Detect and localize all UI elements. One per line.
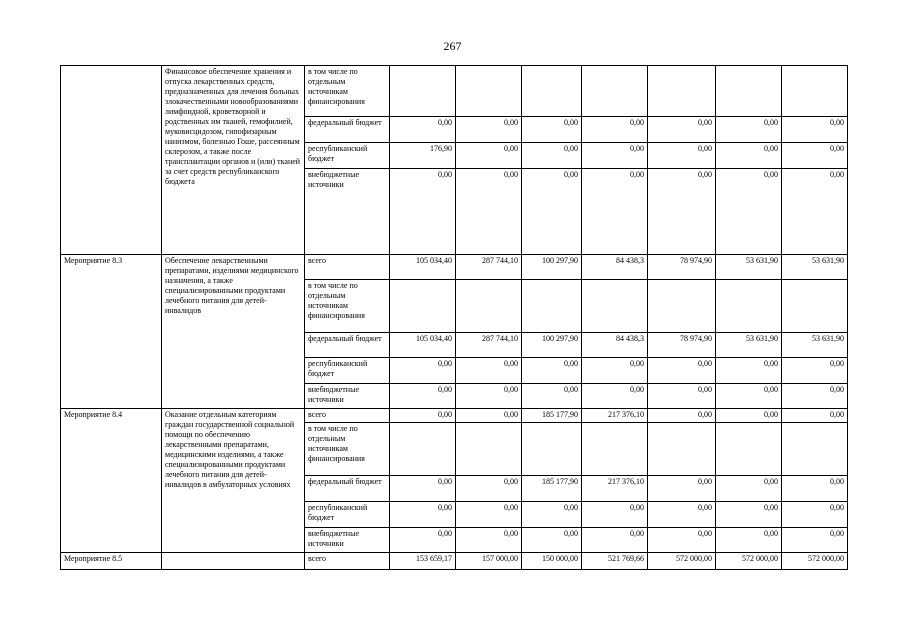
value-cell: 0,00 <box>782 502 848 528</box>
value-cell: 0,00 <box>522 169 582 255</box>
description-cell: Обеспечение лекарственными препаратами, изделиями медицинского назначения, а также специализированными продуктами лечебного питания для детей-инвалидов <box>162 255 305 409</box>
value-cell: 0,00 <box>456 358 522 384</box>
table-row <box>61 66 848 117</box>
value-cell: 0,00 <box>782 384 848 409</box>
value-cell: 0,00 <box>456 117 522 143</box>
funding-source-cell: всего <box>305 409 390 423</box>
value-cell: 0,00 <box>522 384 582 409</box>
value-cell <box>582 280 648 333</box>
value-cell: 0,00 <box>716 476 782 502</box>
value-cell: 0,00 <box>648 476 716 502</box>
funding-source-cell: в том числе по отдельным источникам финансирования <box>305 66 390 117</box>
value-cell: 0,00 <box>648 409 716 423</box>
value-cell <box>456 280 522 333</box>
table-row <box>61 553 848 570</box>
table-row <box>61 409 848 423</box>
funding-source-cell: республиканский бюджет <box>305 502 390 528</box>
value-cell <box>522 423 582 476</box>
description-cell: Финансовое обеспечение хранения и отпуска лекарственных средств, предназначенных для лечения больных злокачественными новообразованиями лимфоидной, кроветворной и родственных им тканей, гемофилией, муковисцидозом, гипофизарным нанизмом, болезнью Гоше, рассеянным склерозом, а также после трансплантации органов и (или) тканей за счет средств республиканского бюджета <box>162 66 305 255</box>
value-cell: 53 631,90 <box>782 255 848 280</box>
value-cell: 0,00 <box>648 384 716 409</box>
value-cell: 287 744,10 <box>456 255 522 280</box>
value-cell: 0,00 <box>456 528 522 553</box>
value-cell: 0,00 <box>522 528 582 553</box>
value-cell <box>582 423 648 476</box>
value-cell: 0,00 <box>390 169 456 255</box>
value-cell <box>648 66 716 117</box>
table-row <box>61 255 848 280</box>
value-cell: 53 631,90 <box>716 333 782 358</box>
value-cell <box>716 280 782 333</box>
value-cell: 0,00 <box>456 143 522 169</box>
value-cell: 0,00 <box>456 476 522 502</box>
value-cell <box>456 66 522 117</box>
value-cell: 153 659,17 <box>390 553 456 570</box>
value-cell: 84 438,3 <box>582 255 648 280</box>
value-cell: 0,00 <box>716 528 782 553</box>
value-cell: 105 034,40 <box>390 255 456 280</box>
event-cell: Мероприятие 8.5 <box>61 553 162 570</box>
value-cell: 78 974,90 <box>648 255 716 280</box>
value-cell <box>782 66 848 117</box>
value-cell <box>390 280 456 333</box>
value-cell <box>456 423 522 476</box>
value-cell: 0,00 <box>390 528 456 553</box>
value-cell: 0,00 <box>456 409 522 423</box>
value-cell: 0,00 <box>716 384 782 409</box>
value-cell: 53 631,90 <box>782 333 848 358</box>
value-cell <box>582 66 648 117</box>
value-cell: 0,00 <box>782 528 848 553</box>
description-cell <box>162 553 305 570</box>
value-cell: 105 034,40 <box>390 333 456 358</box>
value-cell: 157 000,00 <box>456 553 522 570</box>
value-cell: 217 376,10 <box>582 409 648 423</box>
funding-source-cell: внебюджетные источники <box>305 169 390 255</box>
value-cell: 0,00 <box>456 169 522 255</box>
value-cell: 0,00 <box>782 476 848 502</box>
value-cell: 0,00 <box>782 169 848 255</box>
value-cell: 0,00 <box>648 528 716 553</box>
value-cell: 0,00 <box>716 409 782 423</box>
value-cell: 0,00 <box>582 143 648 169</box>
value-cell: 100 297,90 <box>522 333 582 358</box>
budget-table <box>60 65 848 570</box>
funding-source-cell: внебюджетные источники <box>305 528 390 553</box>
value-cell: 0,00 <box>522 358 582 384</box>
event-cell <box>61 66 162 255</box>
funding-source-cell: республиканский бюджет <box>305 143 390 169</box>
value-cell: 185 177,90 <box>522 476 582 502</box>
value-cell <box>648 423 716 476</box>
value-cell: 0,00 <box>782 143 848 169</box>
funding-source-cell: в том числе по отдельным источникам финансирования <box>305 423 390 476</box>
value-cell <box>522 66 582 117</box>
funding-source-cell: внебюджетные источники <box>305 384 390 409</box>
value-cell: 0,00 <box>390 502 456 528</box>
value-cell: 0,00 <box>390 476 456 502</box>
value-cell: 0,00 <box>782 409 848 423</box>
value-cell: 572 000,00 <box>782 553 848 570</box>
value-cell <box>522 280 582 333</box>
value-cell: 0,00 <box>522 502 582 528</box>
description-cell: Оказание отдельным категориям граждан государственной социальной помощи по обеспечению лекарственными препаратами, медицинскими изделиями, а также специализированными продуктами лечебного питания для детей-инвалидов в амбулаторных условиях <box>162 409 305 553</box>
value-cell: 185 177,90 <box>522 409 582 423</box>
value-cell: 572 000,00 <box>648 553 716 570</box>
value-cell: 0,00 <box>390 117 456 143</box>
value-cell: 0,00 <box>648 169 716 255</box>
value-cell <box>648 280 716 333</box>
value-cell: 0,00 <box>648 117 716 143</box>
value-cell: 0,00 <box>390 409 456 423</box>
page-number: 267 <box>443 39 462 53</box>
value-cell <box>782 423 848 476</box>
value-cell: 287 744,10 <box>456 333 522 358</box>
value-cell: 176,90 <box>390 143 456 169</box>
value-cell <box>716 423 782 476</box>
value-cell: 0,00 <box>648 143 716 169</box>
value-cell: 78 974,90 <box>648 333 716 358</box>
value-cell: 0,00 <box>390 384 456 409</box>
value-cell <box>390 423 456 476</box>
funding-source-cell: всего <box>305 553 390 570</box>
value-cell: 0,00 <box>582 169 648 255</box>
value-cell: 150 000,00 <box>522 553 582 570</box>
funding-source-cell: федеральный бюджет <box>305 333 390 358</box>
value-cell: 84 438,3 <box>582 333 648 358</box>
value-cell: 0,00 <box>582 502 648 528</box>
value-cell <box>716 66 782 117</box>
value-cell: 100 297,90 <box>522 255 582 280</box>
value-cell: 0,00 <box>582 358 648 384</box>
value-cell: 217 376,10 <box>582 476 648 502</box>
value-cell: 0,00 <box>716 358 782 384</box>
value-cell <box>782 280 848 333</box>
value-cell: 0,00 <box>716 143 782 169</box>
funding-source-cell: республиканский бюджет <box>305 358 390 384</box>
value-cell: 0,00 <box>522 143 582 169</box>
value-cell: 0,00 <box>582 528 648 553</box>
value-cell <box>390 66 456 117</box>
value-cell: 0,00 <box>456 502 522 528</box>
value-cell: 0,00 <box>582 384 648 409</box>
value-cell: 0,00 <box>782 117 848 143</box>
value-cell: 53 631,90 <box>716 255 782 280</box>
funding-source-cell: федеральный бюджет <box>305 476 390 502</box>
value-cell: 521 769,66 <box>582 553 648 570</box>
value-cell: 0,00 <box>582 117 648 143</box>
value-cell: 572 000,00 <box>716 553 782 570</box>
value-cell: 0,00 <box>716 502 782 528</box>
funding-source-cell: всего <box>305 255 390 280</box>
value-cell: 0,00 <box>716 117 782 143</box>
value-cell: 0,00 <box>648 358 716 384</box>
funding-source-cell: федеральный бюджет <box>305 117 390 143</box>
event-cell: Мероприятие 8.3 <box>61 255 162 409</box>
value-cell: 0,00 <box>648 502 716 528</box>
value-cell: 0,00 <box>716 169 782 255</box>
value-cell: 0,00 <box>456 384 522 409</box>
value-cell: 0,00 <box>522 117 582 143</box>
value-cell: 0,00 <box>782 358 848 384</box>
value-cell: 0,00 <box>390 358 456 384</box>
funding-source-cell: в том числе по отдельным источникам финансирования <box>305 280 390 333</box>
event-cell: Мероприятие 8.4 <box>61 409 162 553</box>
